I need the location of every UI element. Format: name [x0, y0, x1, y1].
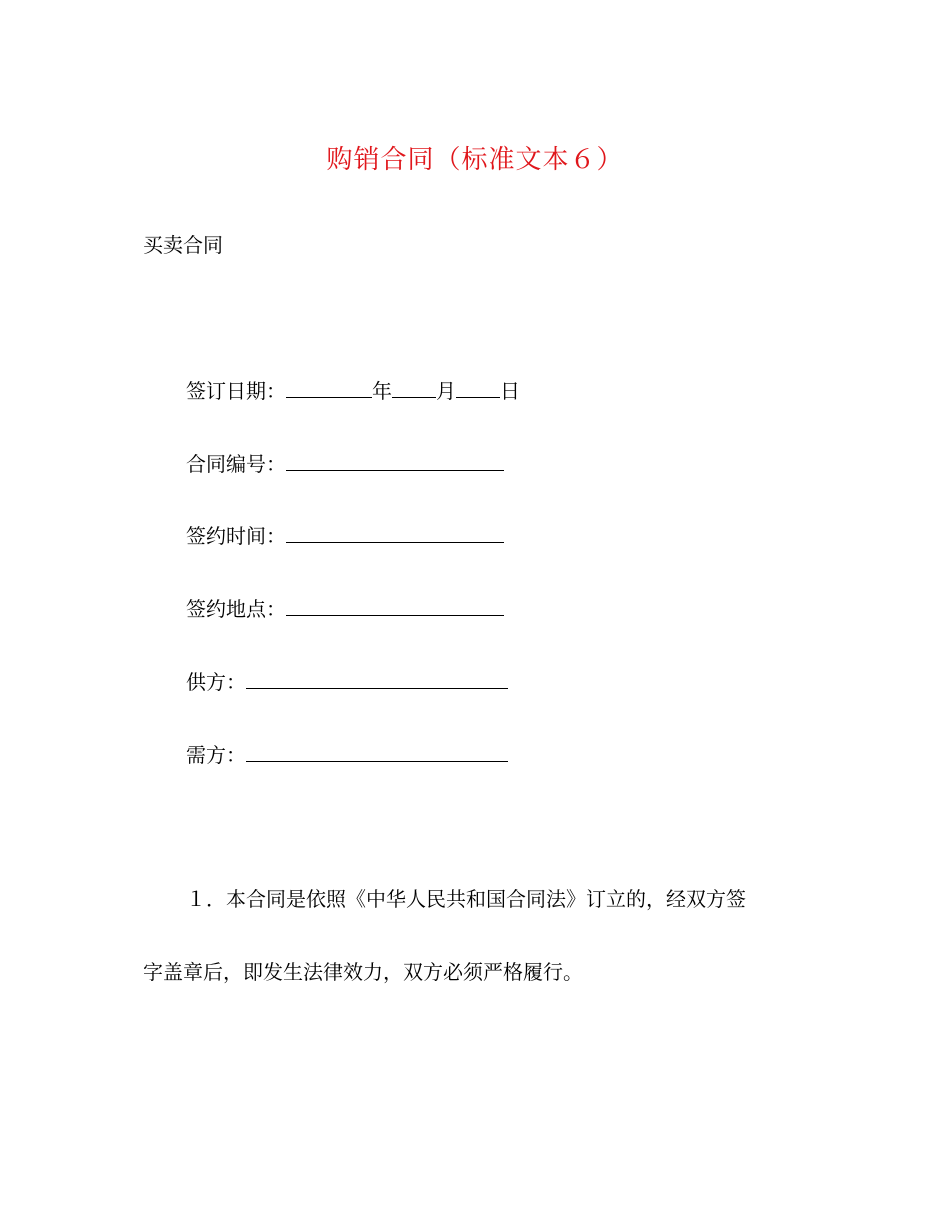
contract-number-blank[interactable] [286, 448, 504, 471]
document-title: 购销合同（标准文本６） [326, 145, 624, 175]
clause-1-line-2: 字盖章后，即发生法律效力，双方必须严格履行。 [143, 960, 583, 984]
sign-date-field [186, 375, 520, 406]
sign-place-label: 签约地点： [186, 597, 286, 621]
buyer-field [186, 739, 508, 770]
day-label: 日 [500, 379, 520, 403]
contract-number-field [186, 448, 504, 479]
month-label: 月 [436, 379, 456, 403]
contract-number-label: 合同编号： [186, 452, 286, 476]
sign-date-year-blank[interactable] [286, 375, 372, 398]
buyer-label: 需方： [186, 743, 246, 767]
supplier-blank[interactable] [246, 666, 508, 689]
sign-place-blank[interactable] [286, 593, 504, 616]
buyer-blank[interactable] [246, 739, 508, 762]
sign-time-label: 签约时间： [186, 524, 286, 548]
sign-time-blank[interactable] [286, 520, 504, 543]
sign-date-day-blank[interactable] [456, 375, 500, 398]
clause-1-line-1: １．本合同是依照《中华人民共和国合同法》订立的，经双方签 [186, 887, 746, 911]
sign-date-label: 签订日期： [186, 379, 286, 403]
sign-date-month-blank[interactable] [392, 375, 436, 398]
year-label: 年 [372, 379, 392, 403]
supplier-label: 供方： [186, 670, 246, 694]
sign-time-field [186, 520, 504, 551]
sign-place-field [186, 593, 504, 624]
supplier-field [186, 666, 508, 697]
document-subtitle: 买卖合同 [143, 233, 223, 257]
